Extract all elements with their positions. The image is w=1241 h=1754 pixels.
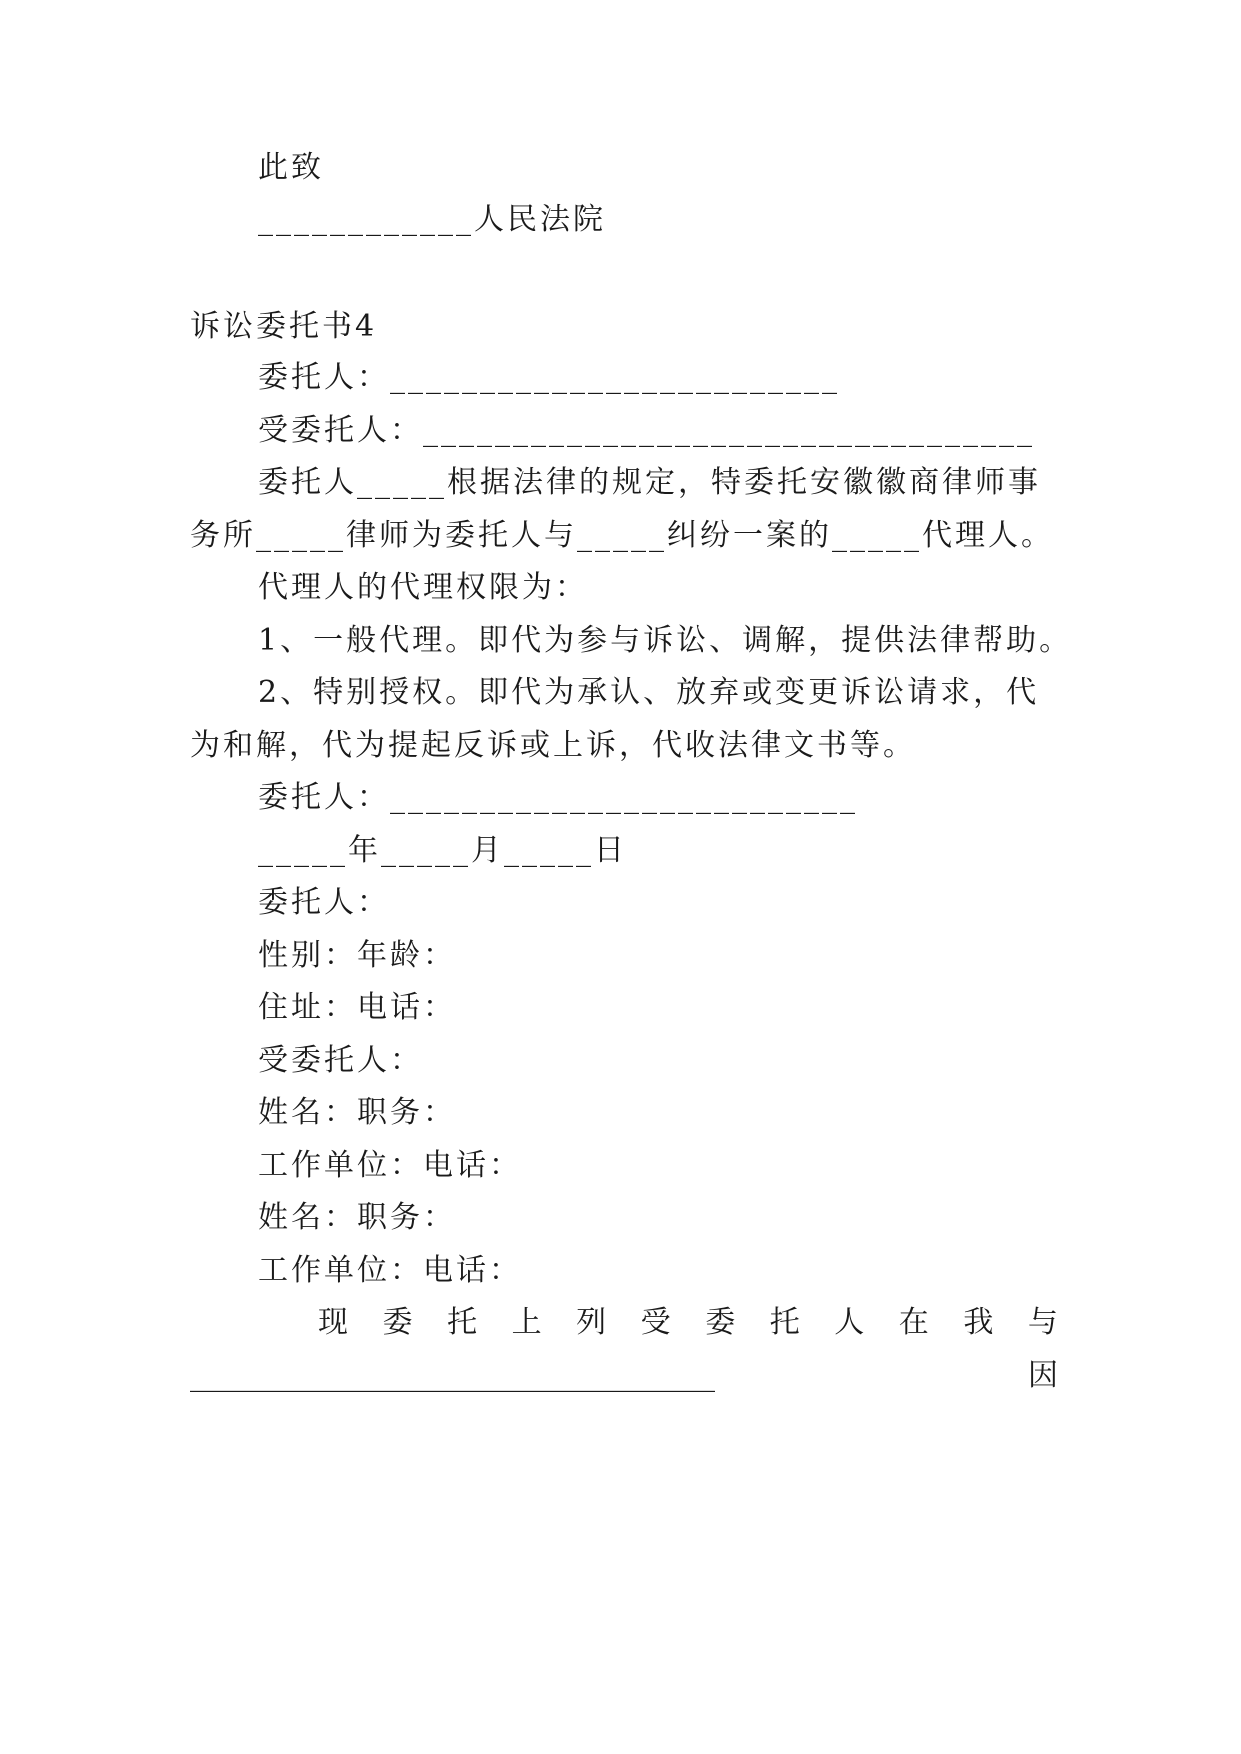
principal-label: 委托人： bbox=[258, 885, 390, 920]
work-phone-field: 工作单位：电话： bbox=[258, 1148, 522, 1183]
section-title: 诉讼委托书4 bbox=[190, 309, 378, 344]
char: 与 bbox=[1027, 1305, 1058, 1340]
char: 委 bbox=[382, 1305, 413, 1340]
court-line: ____________人民法院 bbox=[258, 202, 606, 237]
char: 现 bbox=[318, 1305, 348, 1340]
char: 委 bbox=[705, 1305, 736, 1340]
address-phone-field: 住址：电话： bbox=[258, 990, 456, 1025]
char: 我 bbox=[963, 1305, 994, 1340]
justified-paragraph bbox=[190, 1303, 1058, 1396]
char: 人 bbox=[834, 1305, 865, 1340]
date-line: _____年_____月_____日 bbox=[258, 833, 627, 868]
work-phone-field: 工作单位：电话： bbox=[258, 1253, 522, 1288]
scope-item-continued: 为和解，代为提起反诉或上诉，代收法律文书等。 bbox=[190, 728, 916, 763]
agent-label: 受委托人： bbox=[258, 1043, 423, 1078]
char: 受 bbox=[640, 1305, 671, 1340]
justified-line bbox=[190, 1303, 1058, 1343]
signature-principal-line: 委托人：__________________________ bbox=[258, 780, 858, 815]
char: 因 bbox=[1028, 1358, 1058, 1393]
justified-line bbox=[190, 1356, 1058, 1396]
char: 托 bbox=[447, 1305, 478, 1340]
char: 列 bbox=[576, 1305, 607, 1340]
gender-age-field: 性别：年龄： bbox=[258, 938, 456, 973]
paragraph-line: 务所_____律师为委托人与_____纠纷一案的_____代理人。 bbox=[190, 518, 1054, 553]
name-title-field: 姓名：职务： bbox=[258, 1095, 456, 1130]
char: 托 bbox=[769, 1305, 800, 1340]
agent-line: 受委托人：__________________________________ bbox=[258, 413, 1035, 448]
scope-item: 1、一般代理。即代为参与诉讼、调解，提供法律帮助。 bbox=[258, 623, 1073, 658]
name-title-field: 姓名：职务： bbox=[258, 1200, 456, 1235]
scope-intro: 代理人的代理权限为： bbox=[258, 570, 588, 605]
closing-text: 此致 bbox=[258, 150, 324, 185]
blank-underline: ___________________________________ bbox=[190, 1358, 715, 1393]
scope-item: 2、特别授权。即代为承认、放弃或变更诉讼请求，代 bbox=[258, 675, 1040, 710]
char: 在 bbox=[898, 1305, 929, 1340]
principal-line: 委托人：_________________________ bbox=[258, 360, 840, 395]
paragraph-line: 委托人_____根据法律的规定，特委托安徽徽商律师事 bbox=[258, 465, 1041, 500]
char: 上 bbox=[511, 1305, 542, 1340]
